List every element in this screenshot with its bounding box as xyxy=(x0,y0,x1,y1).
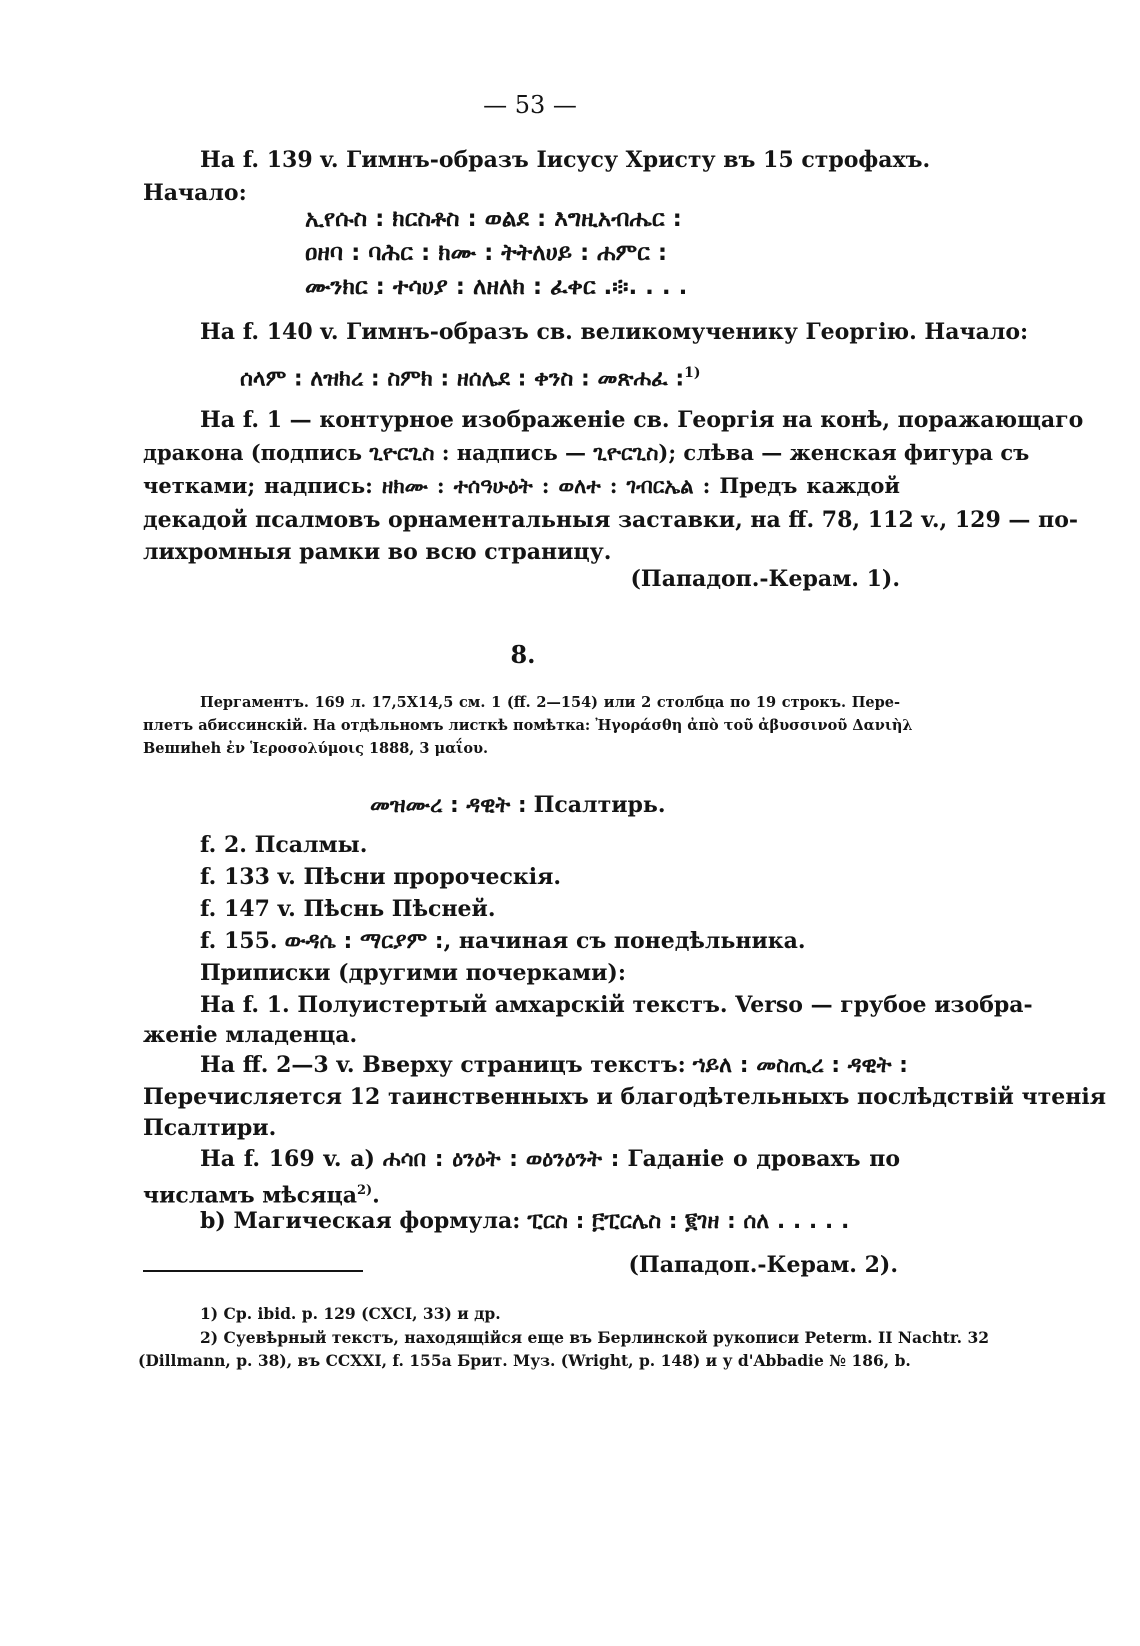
footnote-2-line-1: 2) Суевѣрный текстъ, находящійся еще въ Берлинской рукописи Peterm. II Nachtr. 32 xyxy=(200,1328,990,1347)
manuscript-title-geez: መዝሙረ : ዳዊት : xyxy=(370,793,527,818)
content-praise-mary xyxy=(200,926,806,957)
note-4-geez: ፒርስ : ፫ፒርሌስ : ፪ገዘ : ሰለ . . . . . xyxy=(527,1209,850,1234)
illustration-line-2: дракона (подпись ጊዮርጊስ : надпись — ጊዮርጊስ); слѣва — женская фигура съ xyxy=(143,440,1030,465)
hymn-george-geez-line xyxy=(240,358,701,394)
footnote-ref-2: 2) xyxy=(356,1183,373,1198)
manuscript-title-text: Псалтирь. xyxy=(533,792,666,818)
hymn-jesus-intro: На f. 139 v. Гимнъ-образъ Iисусу Христу въ 15 строфахъ. xyxy=(200,147,931,173)
geez-verse-3: ሙንክር : ተሳሀያ : ለዘለክ : ፈቀር .፨. . . . xyxy=(305,274,688,300)
note-1-line-1: На f. 1. Полуистертый амхарскій текстъ. Verso — грубое изобра- xyxy=(200,992,1033,1018)
description-line-3: Beшиheh ἐν Ἱεροσολύμοις 1888, 3 μαΐου. xyxy=(143,740,489,757)
illustration-line-1: На f. 1 — контурное изображеніе св. Георгія на конѣ, поражающаго xyxy=(200,407,1084,433)
note-2-geez: ኀይለ : መስጢረ : ዳዊት : xyxy=(692,1053,908,1078)
note-1-line-2: женіе младенца. xyxy=(143,1022,358,1048)
page-number: — 53 — xyxy=(483,91,577,119)
content-song-of-songs: f. 147 v. Пѣснь Пѣсней. xyxy=(200,896,496,922)
hymn-jesus-start-label: Начало: xyxy=(143,180,247,206)
content-praise-mary-text: , начиная съ понедѣльника. xyxy=(443,928,806,954)
note-3-prefix: На f. 169 v. a) xyxy=(200,1146,375,1172)
note-3-line-2-text: числамъ мѣсяца xyxy=(143,1182,357,1209)
note-3-geez-1: ሐሳበ : ዕንዕት : xyxy=(382,1147,518,1172)
description-line-2: плетъ абиссинскій. На отдѣльномъ листкѣ помѣтка: Ἠγοράσθη ἀπὸ τοῦ ἀβυσσινοῦ Δανιὴλ xyxy=(143,717,913,734)
content-praise-mary-geez: ውዳሴ : ማርያም : xyxy=(284,929,444,954)
note-4-prefix: b) Магическая формула: xyxy=(200,1208,521,1234)
footnote-2-line-2: (Dillmann, p. 38), въ CCXXI, f. 155a Брит. Муз. (Wright, p. 148) и у d'Abbadie № 186, b. xyxy=(138,1351,911,1370)
reference-papadop-2: (Пападоп.-Керам. 2). xyxy=(628,1252,898,1278)
section-number: 8. xyxy=(510,640,536,669)
illustration-line-4: декадой псалмовъ орнаментальныя заставки, на ff. 78, 112 v., 129 — по- xyxy=(143,507,1078,533)
illustration-line-3: четками; надпись: ዘክሙ : ተሰዓሁዕት : ወለተ : ገብርኤል : Предъ каждой xyxy=(143,473,900,498)
note-3-geez-2: ወዕንዕንት : xyxy=(525,1147,620,1172)
content-prophetic-songs: f. 133 v. Пѣсни пророческія. xyxy=(200,864,562,890)
note-3-line-1 xyxy=(200,1144,900,1175)
footnote-rule xyxy=(143,1270,363,1272)
description-line-1: Пергаментъ. 169 л. 17,5Х14,5 см. 1 (ff. 2—154) или 2 столбца по 19 строкъ. Пере- xyxy=(200,694,900,711)
notes-heading: Приписки (другими почерками): xyxy=(200,960,626,986)
content-praise-mary-prefix: f. 155. xyxy=(200,928,278,954)
note-3-suffix: Гаданіе о дровахъ по xyxy=(627,1146,900,1172)
footnote-1: 1) Ср. ibid. p. 129 (CXCI, 33) и др. xyxy=(200,1304,501,1323)
note-2-line-3: Псалтири. xyxy=(143,1115,277,1141)
illustration-line-5: лихромныя рамки во всю страницу. xyxy=(143,539,612,565)
note-3-line-2-end: . xyxy=(372,1182,380,1209)
content-psalms: f. 2. Псалмы. xyxy=(200,832,368,858)
reference-papadop-1: (Пападоп.-Керам. 1). xyxy=(630,566,900,592)
note-2-line-1 xyxy=(200,1050,908,1081)
note-2-line-2: Перечисляется 12 таинственныхъ и благодѣтельныхъ послѣдствій чтенія xyxy=(143,1084,1106,1110)
manuscript-title xyxy=(370,790,666,821)
note-4 xyxy=(200,1206,849,1237)
geez-verse-2: ዐዘባ : ባሕር : ክሙ : ትትለሀይ : ሐምር : xyxy=(305,240,668,266)
geez-verse-1: ኢየሱስ : ክርስቶስ : ወልደ : እግዚአብሔር : xyxy=(305,206,682,232)
hymn-george-intro: На f. 140 v. Гимнъ-образъ св. великомученику Георгію. Начало: xyxy=(200,319,1029,345)
hymn-george-geez: ሰላም : ለዝክረ : ስምክ : ዘሰሌደ : ቀንስ : መጽሐፈ : xyxy=(240,366,685,392)
footnote-ref-1: 1) xyxy=(684,365,701,381)
note-2-prefix: На ff. 2—3 v. Вверху страницъ текстъ: xyxy=(200,1052,686,1078)
